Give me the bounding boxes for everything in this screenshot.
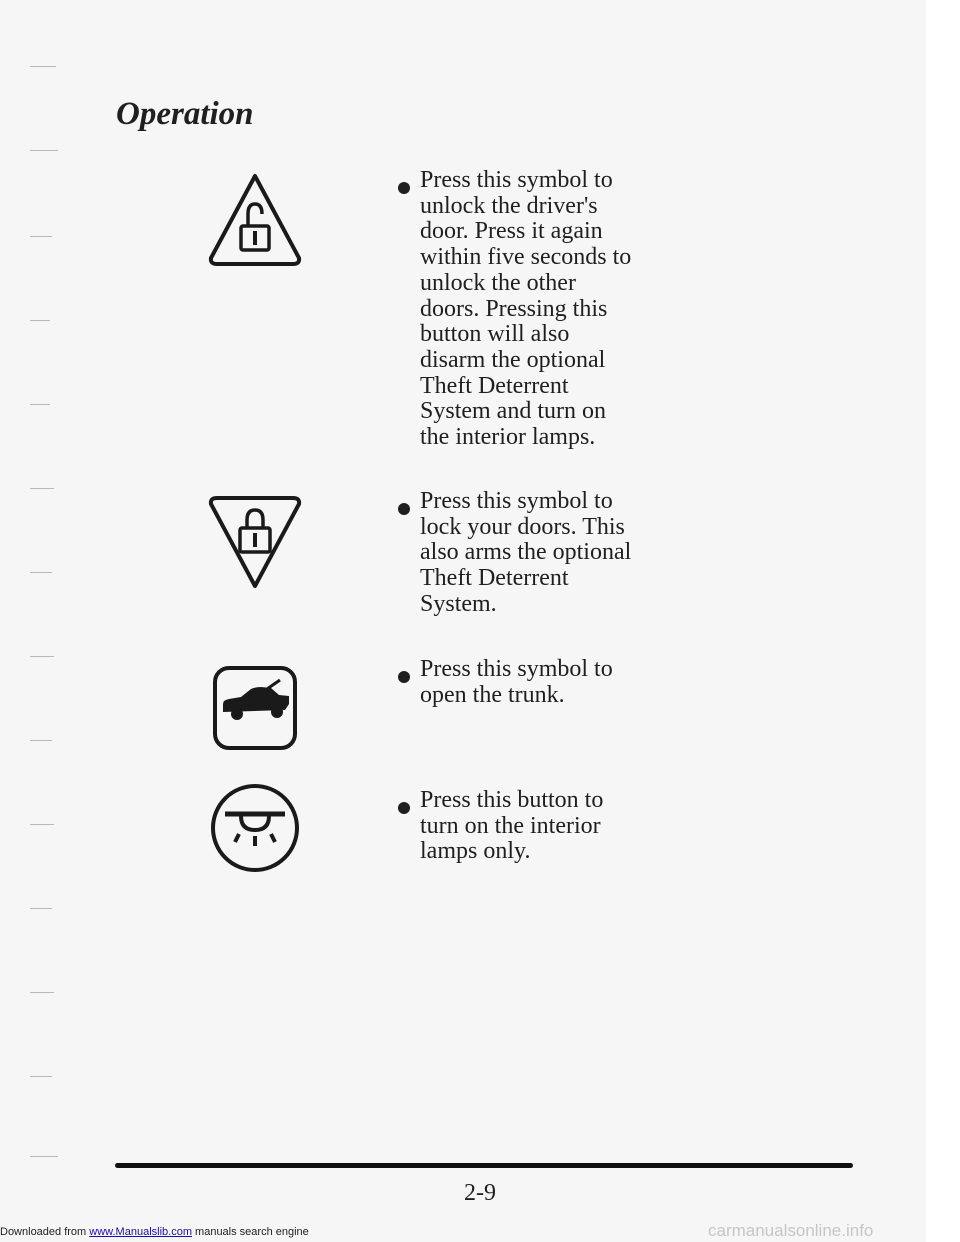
margin-tick [30,656,54,657]
margin-tick [30,740,52,741]
bullet [398,182,410,194]
entry-text: Press this symbol to lock your doors. This also arms the optional Theft Deterrent System. [420,488,632,617]
manualslib-link[interactable]: www.Manualslib.com [89,1226,192,1238]
margin-tick [30,236,52,237]
margin-tick [30,908,52,909]
entry-text: Press this button to turn on the interior lamps only. [420,787,604,865]
footer-rule [115,1163,853,1168]
page-number: 2-9 [464,1180,496,1206]
margin-tick [30,992,54,993]
margin-tick [30,150,58,151]
trunk-icon [205,660,305,760]
download-note-prefix: Downloaded from [0,1226,90,1238]
lock-icon [205,492,305,592]
margin-tick [30,572,52,573]
margin-tick [30,488,54,489]
margin-tick [30,66,56,67]
entry-text: Press this symbol to open the trunk. [420,656,613,708]
margin-tick [30,1156,58,1157]
margin-tick [30,1076,52,1077]
unlock-icon [205,170,305,270]
download-note [0,1226,309,1238]
margin-tick [30,404,50,405]
section-title: Operation [116,96,254,132]
watermark: carmanualsonline.info [708,1221,874,1240]
entry-text: Press this symbol to unlock the driver's door. Press it again within five seconds to unlock the other doors. Pressing this button will also disarm the optional Theft Deterrent System and turn on the interior lamps. [420,167,632,451]
bullet [398,671,410,683]
interior-lamp-icon [205,776,305,876]
bullet [398,503,410,515]
bullet [398,802,410,814]
margin-tick [30,320,50,321]
right-margin [926,0,960,1242]
margin-tick [30,824,54,825]
download-note-suffix: manuals search engine [191,1226,309,1238]
